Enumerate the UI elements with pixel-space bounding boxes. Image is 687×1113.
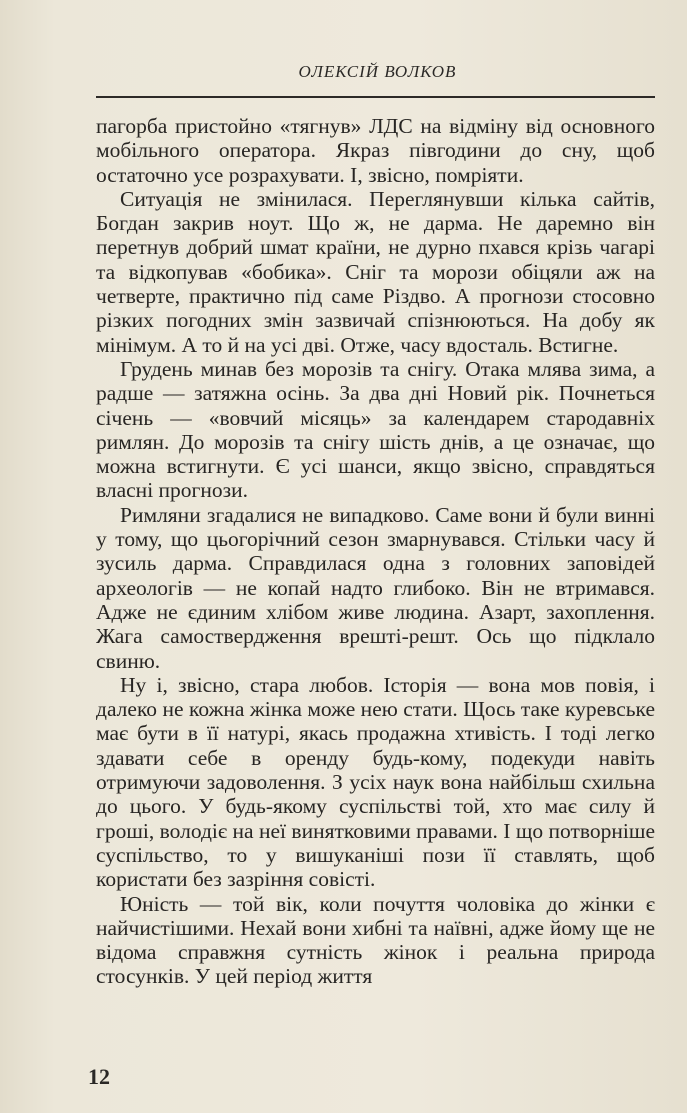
body-text: [96, 114, 655, 989]
header-rule: [96, 96, 655, 98]
paragraph: Ситуація не змінилася. Переглянувши кілька сайтів, Богдан закрив ноут. Що ж, не дарма. Не даремно він перетнув добрий шмат країни, не дурно пхався крізь чагарі та відкопував «бобика». Сніг та морози обіцяли аж на четверте, практично під саме Різдво. А прогнози стосовно різких погодних змін зазвичай спізнюються. На добу як мінімум. А то й на усі дві. Отже, часу вдосталь. Встигне.: [96, 186, 655, 357]
paragraph: пагорба пристойно «тягнув» ЛДС на відміну від основного мобільного оператора. Якраз півгодини до сну, щоб остаточно усе розрахувати. І, звісно, помріяти.: [96, 114, 655, 187]
paragraph: Юність — той вік, коли почуття чоловіка до жінки є найчистішими. Нехай вони хибні та наївні, адже йому ще не відома справжня сутність жінок і реальна природа стосунків. У цей період життя: [96, 891, 655, 989]
paragraph: Римляни згадалися не випадково. Саме вони й були винні у тому, що цьогорічний сезон змарнувався. Стільки часу й зусиль дарма. Справдилася одна з головних заповідей археологів — не копай надто глибоко. Він не втримався. Адже не єдиним хлібом живе людина. Азарт, захоплення. Жага самоствердження врешті-решт. Ось що підклало свиню.: [96, 502, 655, 673]
paragraph: Грудень минав без морозів та снігу. Отака млява зима, а радше — затяжна осінь. За два дні Новий рік. Почнеться січень — «вовчий місяць» за календарем стародавніх римлян. До морозів та снігу шість днів, а це означає, що можна встигнути. Є усі шанси, якщо звісно, справдяться власні прогнози.: [96, 356, 655, 503]
page-number: 12: [88, 1064, 110, 1089]
paragraph: Ну і, звісно, стара любов. Історія — вона мов повія, і далеко не кожна жінка може нею стати. Щось таке куревське має бути в її натурі, якась продажна хтивість. І тоді легко здавати себе в оренду будь-кому, подекуди навіть отримуючи задоволення. З усіх наук вона найбільш схильна до цього. У будь-якому суспільстві той, хто має силу й гроші, володіє на неї винятковими правами. І що потворніше суспільство, то у вишуканіші пози її ставлять, щоб користати без зазріння совісті.: [96, 672, 655, 892]
running-header-author: ОЛЕКСІЙ ВОЛКОВ: [298, 62, 457, 81]
